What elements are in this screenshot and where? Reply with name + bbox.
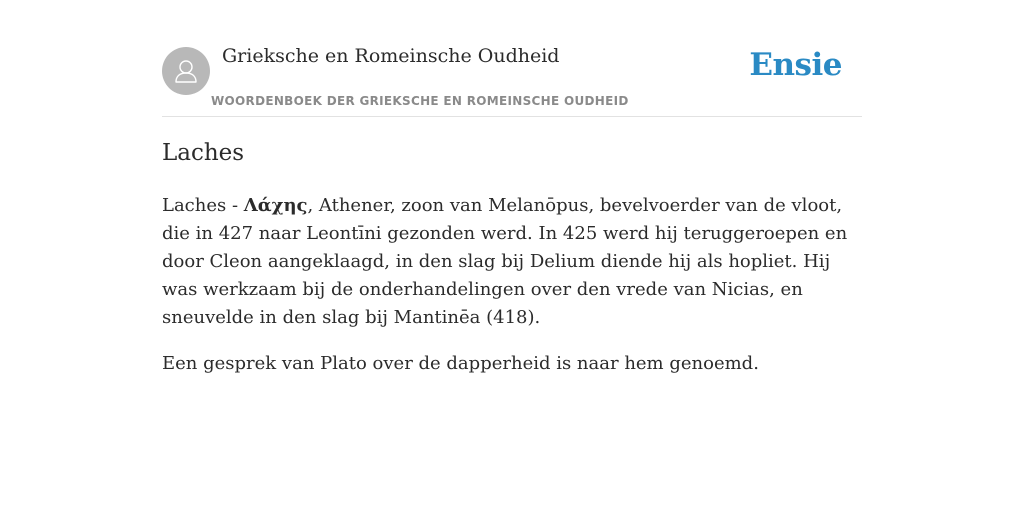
site-title[interactable]: Grieksche en Romeinsche Oudheid xyxy=(222,45,560,67)
entry-lead: Laches - xyxy=(162,195,244,216)
user-icon xyxy=(172,57,200,85)
page xyxy=(162,0,862,374)
header xyxy=(162,0,862,117)
entry-title: Laches xyxy=(162,140,245,166)
avatar[interactable] xyxy=(162,47,210,95)
entry-description: , Athener, zoon van Melanōpus, bevelvoerder van de vloot, die in 427 naar Leontīni gezonden werd. In 425 werd hij teruggeroepen en door Cleon aangeklaagd, in den slag bij Delium diende hij als hopliet. Hij was werkzaam bij de onderhandelingen over den vrede van Nicias, en sneuvelde in den slag bij Mantinēa (418). xyxy=(162,195,848,328)
entry-paragraph-2: Een gesprek van Plato over de dapperheid is naar hem genoemd. xyxy=(162,353,759,374)
entry-paragraph-1 xyxy=(162,192,862,332)
ensie-logo[interactable]: Ensie xyxy=(749,47,842,83)
site-subtitle: WOORDENBOEK DER GRIEKSCHE EN ROMEINSCHE OUDHEID xyxy=(211,94,629,108)
entry-body xyxy=(162,192,862,396)
greek-term: Λάχης xyxy=(243,195,308,216)
